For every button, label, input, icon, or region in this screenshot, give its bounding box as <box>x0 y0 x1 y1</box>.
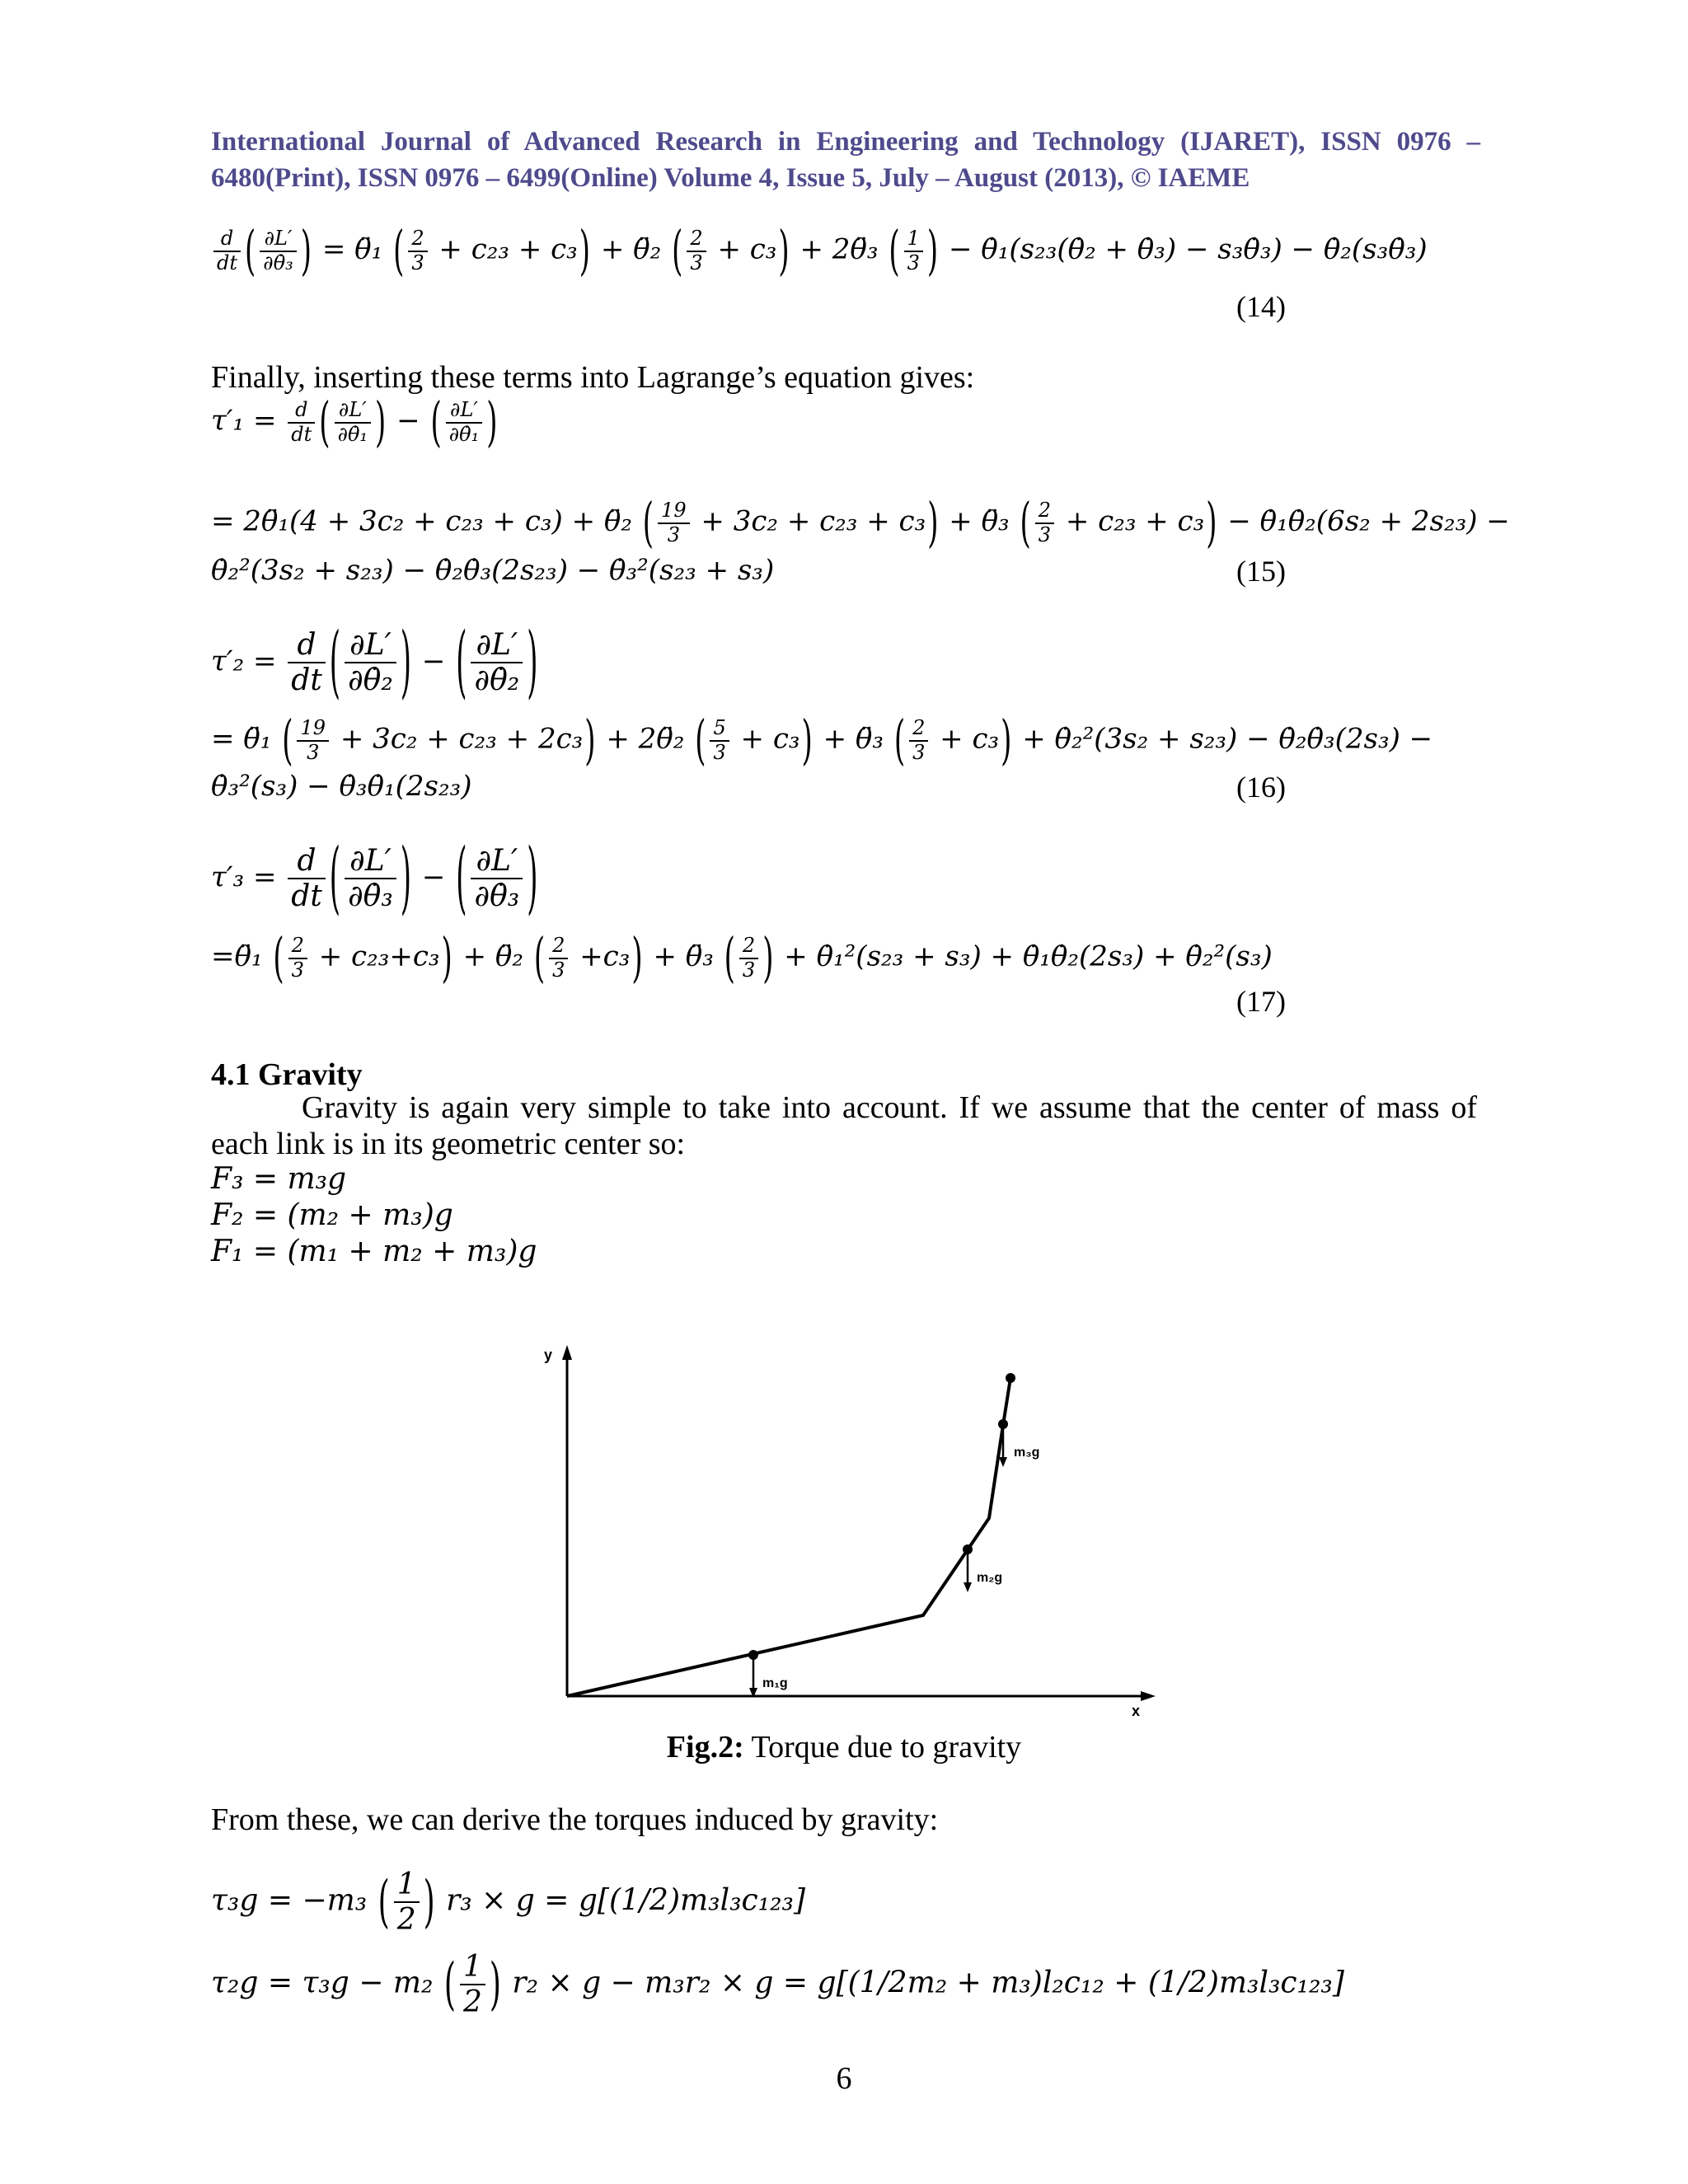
tau2g-lhs: τ₂g = τ₃g − m₂ <box>211 1966 434 2000</box>
frac-den: 2 <box>462 1985 482 2020</box>
eq17-term-b: + c₂₃+c₃ <box>318 940 440 973</box>
frac-num: ∂L′ <box>345 628 396 663</box>
frac-den: 2 <box>396 1903 416 1938</box>
eq14-term-6: − θ̇₁(s₂₃(θ̇₂ + θ̇₃) − s₃θ̇₃) − θ̇₂(s₃θ̇₃) <box>948 232 1428 266</box>
page-number: 6 <box>836 2061 852 2096</box>
eq17-term-c: + θ̈₂ <box>462 940 524 973</box>
tau2g-rhs: r₂ × g − m₃r₂ × g = g[(1/2m₂ + m₃)l₂c₁₂ + (1/2)m₃l₃c₁₂₃] <box>512 1966 1344 2000</box>
eq14-d: d <box>213 227 241 252</box>
tau3-lhs: τ′₃ = <box>211 860 277 894</box>
eq16-term-f: + c₃ <box>940 722 1000 756</box>
frac-num: 5 <box>710 717 729 742</box>
minus-sign: − <box>421 860 446 894</box>
equation-15-line-1: = 2θ̈₁(4 + 3c₂ + c₂₃ + c₃) + θ̈₂ ( $\frac{19}{3}$ + 3c₂ + c₂₃ + c₃) + θ̈₃ ( $\frac{2}{3}$ + c₂₃ + c₃) − θ̇₁θ̇₂(6s₂ + 2s₂₃) − <box>211 491 1510 555</box>
frac-den: 3 <box>1038 523 1052 546</box>
frac-den: 3 <box>411 251 424 274</box>
frac-num: d <box>288 399 315 424</box>
eq15-term-a: = 2θ̈₁(4 + 3c₂ + c₂₃ + c₃) + θ̈₂ <box>211 504 632 538</box>
gravity-paragraph <box>211 1090 1477 1162</box>
tau3-definition: τ′₃ = $\frac{d}{dt}$ ( $\frac{\partial L'}{\text{∂θ̇₃}}$ ) − ( $\frac{\partial L'}{\text{∂θ̇₃}}$ ) <box>211 832 538 926</box>
journal-header <box>211 124 1480 196</box>
y-axis-label: y <box>544 1347 553 1363</box>
frac-num: 1 <box>394 1868 420 1903</box>
eq16-term-g: + θ̇₂²(3s₂ + s₂₃) − θ̇₂θ̇₃(2s₃) − <box>1022 722 1433 756</box>
tau1-definition: τ′₁ = $\frac{d}{dt}$ ( $\frac{\partial L'}{\text{∂θ̇₁}}$ ) − ( $\frac{\partial L'}{\text{∂θ̇₁}}$ ) <box>211 391 498 454</box>
frac-num: ∂L′ <box>471 628 523 663</box>
tau2-lhs: τ′₂ = <box>211 644 277 678</box>
equation-number-16: (16) <box>1236 771 1286 804</box>
frac-den: 3 <box>912 740 926 764</box>
minus-sign: − <box>396 404 420 438</box>
eq16-term-d: + c₃ <box>740 722 800 756</box>
frac-den: ∂θ̇₁ <box>448 422 480 446</box>
equation-number-17: (17) <box>1236 985 1286 1018</box>
frac-den: ∂θ̇₂ <box>348 663 393 698</box>
eq17-term-a: =θ̈₁ <box>211 940 263 973</box>
frac-den: ∂θ̇₂ <box>474 663 520 698</box>
minus-sign: − <box>421 644 446 678</box>
section-heading: 4.1 Gravity <box>211 1057 363 1092</box>
frac-den: ∂θ̇₁ <box>337 422 368 446</box>
frac-den: 3 <box>291 958 304 982</box>
equation-14: $\frac{d}{dt}$ ( $\frac{\partial L'}{\text{∂θ̇₃}}$ ) = θ̈₁ ( $\frac{2}{3}$ + c₂₃ + c₃) + θ̈₂ ( $\frac{2}{3}$ + c₃) + 2θ̈₃ ( $\frac{1}{3}$ ) − θ̇₁(s₂₃(θ̇₂ + θ̇₃) − s₃θ̇₃) − θ̇₂(s₃θ̇₃) <box>211 227 1428 274</box>
eq14-dt: dt <box>217 251 238 274</box>
equation-number-15: (15) <box>1236 555 1286 588</box>
equation-17: =θ̈₁ ( $\frac{2}{3}$ + c₂₃+c₃) + θ̈₂ ( $\frac{2}{3}$ +c₃) + θ̈₃ ( $\frac{2}{3}$ ) + θ̇₁²(s₂₃ + s₃) + θ̇₁θ̇₂(2s₃) + θ̇₂²(s₃) <box>211 926 1273 990</box>
eq15-term-e: − θ̇₁θ̇₂(6s₂ + 2s₂₃) − <box>1227 504 1510 538</box>
header-line-2: 6480(Print), ISSN 0976 – 6499(Online) Volume 4, Issue 5, July – August (2013), © IAEME <box>211 163 1250 193</box>
eq15-term-c: + θ̈₃ <box>949 504 1010 538</box>
frac-den: 3 <box>690 251 703 274</box>
frac-num: ∂L′ <box>345 844 396 879</box>
robot-arm-diagram <box>528 1335 1170 1731</box>
tau2-definition: τ′₂ = $\frac{d}{dt}$ ( $\frac{\partial L'}{\text{∂θ̇₂}}$ ) − ( $\frac{\partial L'}{\text{∂θ̇₂}}$ ) <box>211 616 538 710</box>
gravity-torque-figure <box>528 1335 1170 1731</box>
header-line-1: International Journal of Advanced Research in Engineering and Technology (IJARET), ISSN 0976 – <box>211 127 1480 157</box>
end-effector <box>1006 1373 1015 1383</box>
frac-num: 19 <box>658 499 690 524</box>
m1g-label: m₁g <box>762 1676 788 1690</box>
eq17-term-f: + θ̇₁²(s₂₃ + s₃) + θ̇₁θ̇₂(2s₃) + θ̇₂²(s₃) <box>784 940 1273 973</box>
m3g-arrowhead <box>999 1457 1007 1467</box>
eq14-term-5: + 2θ̈₃ <box>799 232 879 266</box>
frac-num: d <box>288 628 326 663</box>
force-f3: F₃ = m₃g <box>211 1162 347 1196</box>
frac-num: 2 <box>1035 499 1054 524</box>
frac-den: dt <box>291 422 312 446</box>
frac-den: 3 <box>713 740 726 764</box>
eq14-term-4: + c₃ <box>717 232 777 266</box>
force-f1: F₁ = (m₁ + m₂ + m₃)g <box>211 1235 537 1268</box>
eq14-term-3: + θ̈₂ <box>600 232 662 266</box>
frac-num: 2 <box>288 935 307 959</box>
eq14-term-2: + c₂₃ + c₃ <box>438 232 578 266</box>
eq14-dtheta3: ∂θ̇₃ <box>263 251 293 274</box>
paragraph-text: Gravity is again very simple to take into account. If we assume that the center of mass of each link is in its geometric center so: <box>211 1090 1477 1161</box>
eq15-term-b: + 3c₂ + c₂₃ + c₃ <box>701 504 926 538</box>
frac-den: 3 <box>307 740 320 764</box>
gravity-torque-intro: From these, we can derive the torques induced by gravity: <box>211 1802 939 1837</box>
tau1-lhs: τ′₁ = <box>211 404 277 438</box>
m2g-label: m₂g <box>977 1571 1003 1585</box>
lagrange-intro-text: Finally, inserting these terms into Lagrange’s equation gives: <box>211 360 975 395</box>
tau3g-lhs: τ₃g = −m₃ <box>211 1883 368 1918</box>
tau2g-equation: τ₂g = τ₃g − m₂ ( $\frac{1}{2}$ ) r₂ × g − m₃r₂ × g = g[(1/2m₂ + m₃)l₂c₁₂ + (1/2)m₃l₃c₁₂₃] <box>211 1950 1344 2020</box>
equation-15-line-2: θ̇₂²(3s₂ + s₂₃) − θ̇₂θ̇₃(2s₂₃) − θ̇₃²(s₂₃ + s₃) <box>211 554 775 587</box>
frac-den: 3 <box>742 958 756 982</box>
equation-number-14: (14) <box>1236 290 1286 323</box>
frac-num: 1 <box>460 1950 485 1985</box>
frac-den: dt <box>291 879 322 914</box>
eq14-term-1: = θ̈₁ <box>321 232 383 266</box>
eq17-term-d: +c₃ <box>579 940 631 973</box>
frac-num: 2 <box>909 717 928 742</box>
eq16-term-c: + 2θ̈₂ <box>606 722 685 756</box>
frac-num: 2 <box>739 935 758 959</box>
frac-den: ∂θ̇₃ <box>348 879 393 914</box>
frac-den: dt <box>291 663 322 698</box>
frac-den: ∂θ̇₃ <box>474 879 520 914</box>
arm-links <box>567 1378 1010 1696</box>
eq16-term-b: + 3c₂ + c₂₃ + 2c₃ <box>340 722 584 756</box>
y-axis-arrow <box>562 1345 572 1360</box>
frac-num: 2 <box>549 935 568 959</box>
frac-num: d <box>288 844 326 879</box>
frac-num: ∂L′ <box>335 399 371 424</box>
x-axis-arrow <box>1141 1691 1156 1701</box>
eq16-term-e: + θ̈₃ <box>823 722 884 756</box>
m3g-label: m₃g <box>1014 1446 1040 1460</box>
tau3g-equation: τ₃g = −m₃ ( $\frac{1}{2}$ ) r₃ × g = g[(1/2)m₃l₃c₁₂₃] <box>211 1868 806 1938</box>
caption-text: Torque due to gravity <box>743 1730 1022 1765</box>
figure-caption <box>0 1729 1688 1765</box>
frac-den: 3 <box>907 251 920 274</box>
eq14-dL: ∂L′ <box>260 227 296 252</box>
caption-label: Fig.2: <box>666 1730 744 1765</box>
frac-num: ∂L′ <box>471 844 523 879</box>
m2g-arrowhead <box>964 1582 972 1592</box>
eq15-term-d: + c₂₃ + c₃ <box>1065 504 1205 538</box>
frac-den: 3 <box>552 958 565 982</box>
frac-num: 2 <box>408 227 427 252</box>
eq17-term-e: + θ̈₃ <box>653 940 714 973</box>
frac-num: 19 <box>297 717 329 742</box>
frac-num: 2 <box>687 227 706 252</box>
frac-num: 1 <box>904 227 923 252</box>
force-f2: F₂ = (m₂ + m₃)g <box>211 1198 453 1232</box>
eq16-term-a: = θ̈₁ <box>211 722 272 756</box>
equation-16-line-2: θ̇₃²(s₃) − θ̇₃θ̇₁(2s₂₃) <box>211 770 472 803</box>
x-axis-label: x <box>1132 1703 1141 1719</box>
frac-num: ∂L′ <box>446 399 482 424</box>
tau3g-rhs: r₃ × g = g[(1/2)m₃l₃c₁₂₃] <box>446 1883 806 1918</box>
frac-den: 3 <box>667 523 680 546</box>
equation-16-line-1: = θ̈₁ ( $\frac{19}{3}$ + 3c₂ + c₂₃ + 2c₃) + 2θ̈₂ ( $\frac{5}{3}$ + c₃) + θ̈₃ ( $\frac{2}{3}$ + c₃) + θ̇₂²(3s₂ + s₂₃) − θ̇₂θ̇₃(2s₃) − <box>211 709 1433 772</box>
